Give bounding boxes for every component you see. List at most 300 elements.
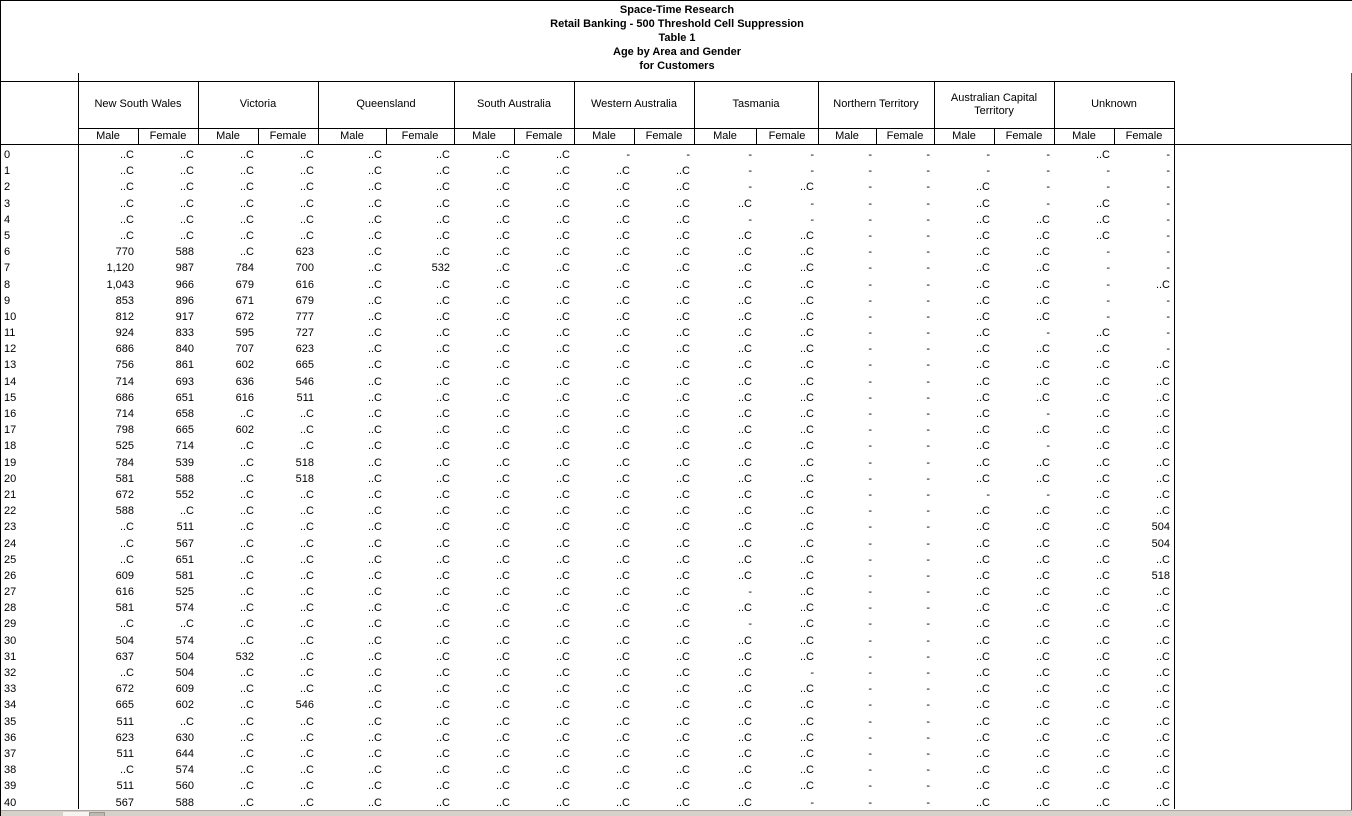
data-cell: ..C [799,391,814,404]
data-cell: ..C [299,408,314,420]
row-label: 7 [4,262,11,275]
data-cell: ..C [367,618,382,631]
grid-line-area-separator [318,81,319,144]
data-cell: ..C [975,553,990,566]
data-cell: ..C [555,197,570,210]
data-cell: ..C [737,294,752,307]
data-cell: - [868,602,872,615]
data-cell: ..C [675,327,690,340]
data-cell: - [926,796,930,809]
data-cell: ..C [119,553,134,566]
data-cell: ..C [435,683,450,696]
data-cell: ..C [495,181,510,194]
data-cell: 672 [115,683,134,696]
data-cell: ..C [239,731,254,744]
data-cell: ..C [239,408,254,420]
data-cell: 602 [235,424,254,437]
data-cell: ..C [799,375,814,388]
data-cell: - [986,165,990,178]
data-cell: ..C [299,505,314,518]
data-cell: ..C [1035,618,1050,631]
data-cell: ..C [675,505,690,518]
data-cell: ..C [737,569,752,582]
data-cell: - [1166,181,1170,194]
data-cell: ..C [675,246,690,259]
data-cell: ..C [1155,505,1170,518]
data-cell: - [1046,149,1050,161]
data-cell: - [926,327,930,340]
data-cell: ..C [495,408,510,420]
grid-line-area-separator [454,81,455,144]
data-cell: ..C [799,537,814,550]
data-cell: ..C [555,505,570,518]
data-cell: 560 [175,780,194,793]
gender-column-header: Female [269,130,307,142]
data-cell: ..C [555,796,570,809]
data-cell: 693 [175,375,194,388]
data-cell: ..C [975,586,990,599]
table-row [1,438,1174,454]
data-cell: ..C [799,683,814,696]
data-cell: - [926,634,930,647]
table-row [1,665,1174,681]
data-cell: ..C [299,650,314,663]
table-row [1,519,1174,535]
data-cell: 532 [431,262,450,275]
data-cell: 777 [295,310,314,323]
data-cell: ..C [615,780,630,793]
area-column-header: Tasmania [732,98,780,110]
data-cell: 539 [175,456,194,469]
data-cell: - [868,408,872,420]
data-cell: ..C [435,667,450,679]
data-cell: ..C [495,731,510,744]
data-cell: ..C [495,667,510,679]
data-cell: - [1166,310,1170,323]
data-cell: - [626,149,630,161]
data-cell: ..C [179,165,194,178]
data-cell: - [810,165,814,178]
data-cell: ..C [299,165,314,178]
data-cell: ..C [799,327,814,340]
data-cell: ..C [299,440,314,453]
horizontal-scrollbar[interactable] [1,810,1352,816]
data-cell: ..C [799,521,814,534]
data-cell: ..C [737,440,752,453]
data-cell: ..C [615,796,630,809]
data-cell: ..C [737,278,752,291]
data-cell: ..C [367,505,382,518]
data-cell: 798 [115,424,134,437]
data-cell: ..C [435,731,450,744]
data-cell: ..C [1035,505,1050,518]
data-cell: ..C [799,246,814,259]
table-row [1,649,1174,665]
data-cell: ..C [1155,667,1170,679]
data-cell: ..C [435,553,450,566]
data-cell: - [926,569,930,582]
data-cell: ..C [975,618,990,631]
data-cell: 987 [175,262,194,275]
data-cell: 917 [175,310,194,323]
data-cell: ..C [675,667,690,679]
data-cell: - [868,796,872,809]
data-cell: ..C [675,537,690,550]
data-cell: ..C [299,764,314,777]
data-cell: - [1106,294,1110,307]
data-cell: ..C [1155,278,1170,291]
data-cell: ..C [555,569,570,582]
data-cell: ..C [675,213,690,226]
data-cell: ..C [367,165,382,178]
data-cell: ..C [1095,553,1110,566]
gender-column-header: Female [525,130,563,142]
area-column-header: Northern Territory [833,98,919,110]
data-cell: 665 [175,424,194,437]
data-cell: ..C [975,780,990,793]
data-cell: - [1046,165,1050,178]
data-cell: ..C [367,569,382,582]
data-cell: 672 [115,488,134,501]
table-row [1,778,1174,794]
row-label: 23 [4,521,17,534]
row-label: 29 [4,618,17,631]
data-cell: 518 [1151,569,1170,582]
data-cell: - [1106,310,1110,323]
report-title-line: for Customers [639,60,715,72]
scrollbar-thumb[interactable] [89,812,105,816]
data-cell: ..C [799,488,814,501]
data-cell: - [926,764,930,777]
row-label: 15 [4,391,17,404]
data-cell: ..C [495,213,510,226]
gender-column-header: Female [149,130,187,142]
data-cell: ..C [435,650,450,663]
data-cell: ..C [615,456,630,469]
row-label: 1 [4,165,11,178]
data-cell: - [926,375,930,388]
data-cell: ..C [615,440,630,453]
data-cell: ..C [1155,634,1170,647]
grid-line-gender-separator [138,128,139,144]
data-cell: - [868,310,872,323]
data-cell: ..C [367,650,382,663]
data-cell: ..C [299,780,314,793]
data-cell: ..C [1035,375,1050,388]
row-label: 14 [4,375,17,388]
data-cell: - [1106,246,1110,259]
data-cell: ..C [555,149,570,161]
data-cell: 588 [175,796,194,809]
data-cell: 504 [175,667,194,679]
table-row [1,196,1174,212]
data-cell: ..C [737,310,752,323]
data-cell: ..C [615,472,630,485]
data-cell: 651 [175,391,194,404]
data-cell: ..C [555,375,570,388]
data-cell: ..C [975,375,990,388]
data-cell: ..C [239,634,254,647]
row-label: 39 [4,780,17,793]
data-cell: - [868,294,872,307]
data-cell: ..C [1035,472,1050,485]
data-cell: ..C [299,488,314,501]
data-cell: - [868,780,872,793]
data-cell: ..C [555,731,570,744]
data-cell: ..C [1095,456,1110,469]
data-cell: ..C [555,424,570,437]
data-cell: 679 [295,294,314,307]
data-cell: ..C [299,731,314,744]
area-column-header: South Australia [477,98,551,110]
gender-column-header: Male [713,130,737,142]
data-cell: - [868,764,872,777]
data-cell: ..C [495,764,510,777]
data-cell: ..C [675,181,690,194]
data-cell: ..C [299,796,314,809]
data-cell: ..C [737,764,752,777]
row-label: 18 [4,440,17,453]
table-row [1,406,1174,422]
data-cell: - [926,667,930,679]
data-cell: - [868,618,872,631]
data-cell: ..C [615,667,630,679]
grid-line-table-right [1174,81,1175,809]
gender-column-header: Female [645,130,683,142]
row-label: 5 [4,229,11,242]
data-cell: - [868,391,872,404]
data-cell: ..C [615,262,630,275]
data-cell: ..C [239,667,254,679]
data-cell: ..C [1095,569,1110,582]
data-cell: ..C [367,456,382,469]
data-cell: ..C [799,553,814,566]
data-cell: ..C [435,165,450,178]
data-cell: - [748,149,752,161]
data-cell: ..C [119,667,134,679]
data-cell: ..C [615,229,630,242]
data-cell: ..C [495,278,510,291]
data-cell: ..C [367,553,382,566]
data-cell: - [868,488,872,501]
data-cell: ..C [1095,149,1110,161]
data-cell: ..C [615,715,630,728]
data-cell: ..C [1155,553,1170,566]
data-cell: ..C [675,343,690,356]
data-cell: ..C [239,181,254,194]
data-cell: ..C [435,375,450,388]
data-cell: ..C [555,440,570,453]
data-cell: ..C [737,747,752,760]
gender-column-header: Female [768,130,806,142]
data-cell: ..C [975,667,990,679]
data-cell: ..C [675,618,690,631]
gender-column-header: Male [835,130,859,142]
data-cell: ..C [555,391,570,404]
data-cell: ..C [1035,310,1050,323]
data-cell: ..C [1035,747,1050,760]
data-cell: 511 [296,391,314,404]
table-row [1,357,1174,373]
data-cell: ..C [495,359,510,372]
data-cell: ..C [555,181,570,194]
data-cell: ..C [1155,408,1170,420]
data-cell: ..C [119,521,134,534]
gender-column-header: Female [886,130,924,142]
data-cell: ..C [299,197,314,210]
data-cell: ..C [799,650,814,663]
data-cell: ..C [555,602,570,615]
data-cell: ..C [975,229,990,242]
gender-column-header: Male [1072,130,1096,142]
data-cell: ..C [367,780,382,793]
data-cell: ..C [1035,521,1050,534]
data-cell: ..C [615,764,630,777]
gender-column-header: Male [472,130,496,142]
data-cell: ..C [1095,424,1110,437]
data-cell: ..C [435,699,450,712]
data-cell: ..C [799,310,814,323]
data-cell: ..C [1095,327,1110,340]
data-cell: ..C [799,359,814,372]
data-cell: - [868,747,872,760]
data-cell: - [868,650,872,663]
data-cell: - [868,343,872,356]
data-cell: ..C [299,586,314,599]
data-cell: ..C [1095,408,1110,420]
data-cell: 623 [115,731,134,744]
data-cell: ..C [675,553,690,566]
data-cell: ..C [975,537,990,550]
data-cell: - [868,537,872,550]
gender-column-header: Female [1125,130,1163,142]
data-cell: ..C [1035,537,1050,550]
data-cell: - [686,149,690,161]
data-cell: ..C [495,650,510,663]
data-cell: ..C [299,747,314,760]
data-cell: 623 [295,246,314,259]
data-cell: ..C [495,424,510,437]
table-row [1,552,1174,568]
data-cell: - [868,197,872,210]
row-label: 17 [4,424,17,437]
data-cell: ..C [799,424,814,437]
row-label: 25 [4,553,17,566]
data-cell: ..C [799,181,814,194]
data-cell: ..C [675,165,690,178]
data-cell: - [926,683,930,696]
data-cell: ..C [367,440,382,453]
data-cell: ..C [435,521,450,534]
data-cell: ..C [975,456,990,469]
data-cell: - [1046,440,1050,453]
data-cell: 644 [175,747,194,760]
data-cell: ..C [675,715,690,728]
data-cell: ..C [367,796,382,809]
data-cell: ..C [615,521,630,534]
data-cell: ..C [737,683,752,696]
data-cell: ..C [555,165,570,178]
data-cell: 896 [175,294,194,307]
data-cell: ..C [675,197,690,210]
data-cell: ..C [435,569,450,582]
data-cell: ..C [1035,553,1050,566]
data-cell: ..C [1155,699,1170,712]
data-cell: 812 [115,310,134,323]
data-cell: ..C [1095,683,1110,696]
table-row [1,325,1174,341]
table-row [1,374,1174,390]
data-cell: ..C [239,780,254,793]
data-cell: ..C [675,408,690,420]
table-row [1,309,1174,325]
data-cell: - [926,488,930,501]
data-cell: ..C [555,359,570,372]
data-cell: 518 [295,472,314,485]
data-cell: ..C [435,634,450,647]
data-cell: ..C [555,650,570,663]
data-cell: ..C [299,229,314,242]
data-cell: - [926,165,930,178]
data-cell: ..C [737,650,752,663]
data-cell: ..C [435,408,450,420]
row-label: 36 [4,731,17,744]
data-cell: 504 [175,650,194,663]
data-cell: - [810,796,814,809]
data-cell: ..C [1155,602,1170,615]
data-cell: ..C [1155,586,1170,599]
data-cell: - [748,181,752,194]
data-cell: ..C [799,229,814,242]
data-cell: ..C [495,310,510,323]
table-row [1,746,1174,762]
data-cell: ..C [239,165,254,178]
data-cell: - [1166,213,1170,226]
data-cell: ..C [737,634,752,647]
data-cell: ..C [737,229,752,242]
data-cell: ..C [495,553,510,566]
data-cell: ..C [1035,391,1050,404]
data-cell: - [926,408,930,420]
table-row [1,795,1174,811]
data-cell: ..C [367,715,382,728]
grid-line-area-separator [1054,81,1055,144]
table-row [1,228,1174,244]
data-cell: ..C [239,618,254,631]
data-cell: ..C [1035,456,1050,469]
data-cell: ..C [367,149,382,161]
row-label: 30 [4,634,17,647]
data-cell: 504 [115,634,134,647]
data-cell: ..C [1035,246,1050,259]
data-cell: ..C [615,488,630,501]
data-cell: ..C [799,569,814,582]
data-cell: ..C [367,521,382,534]
data-cell: ..C [975,650,990,663]
data-cell: ..C [495,229,510,242]
data-cell: ..C [555,408,570,420]
data-cell: ..C [495,683,510,696]
table-row [1,568,1174,584]
data-cell: ..C [1035,683,1050,696]
data-cell: ..C [239,246,254,259]
data-cell: - [868,456,872,469]
data-cell: ..C [615,375,630,388]
data-cell: ..C [975,747,990,760]
data-cell: - [868,165,872,178]
data-cell: 574 [175,602,194,615]
data-cell: ..C [299,521,314,534]
